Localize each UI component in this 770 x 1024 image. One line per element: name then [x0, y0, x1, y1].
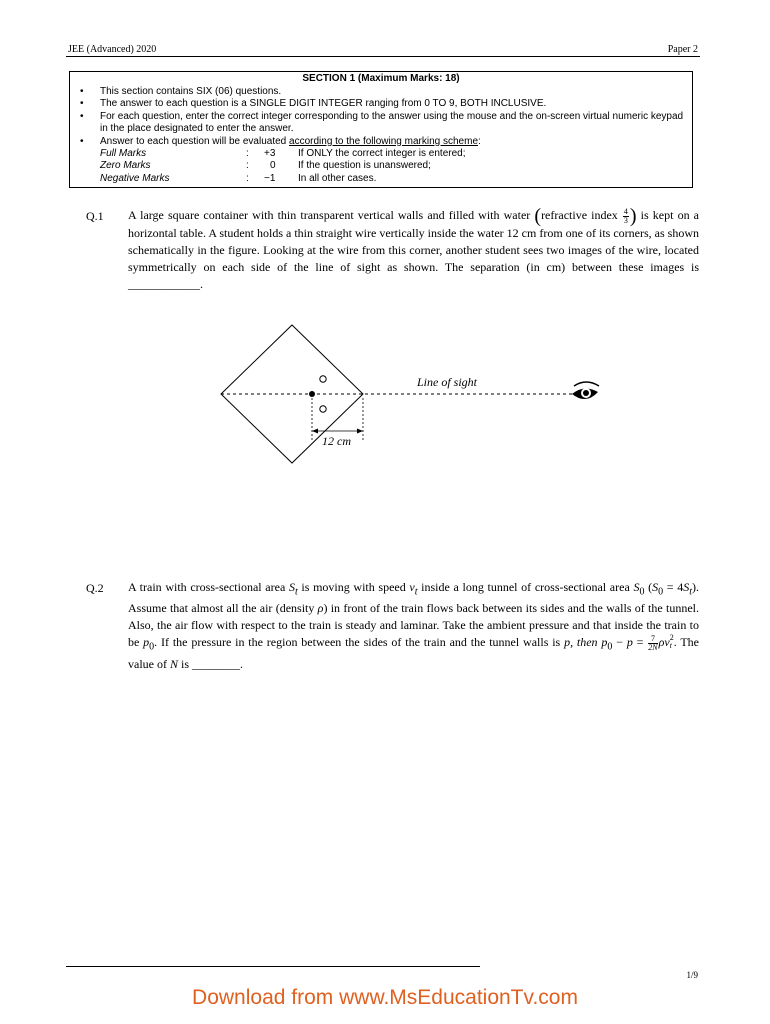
scheme-label: Negative Marks	[100, 172, 170, 184]
instruction-text: Answer to each question will be evaluated	[100, 135, 290, 147]
bullet-icon: •	[80, 110, 84, 122]
instruction-item	[70, 136, 692, 148]
fraction-denominator: 3	[623, 215, 628, 225]
instruction-text: This section contains SIX (06) questions.	[100, 86, 282, 97]
question-text: . The value of	[128, 635, 699, 671]
scheme-colon: :	[246, 160, 249, 172]
scheme-value: 0	[270, 160, 276, 172]
question-text: (	[644, 580, 653, 594]
scheme-description: If ONLY the correct integer is entered;	[298, 148, 466, 160]
question-text: A train with cross-sectional area	[128, 580, 289, 594]
question-text: , then	[570, 635, 602, 650]
distance-label: 12 cm	[322, 434, 351, 448]
math-symbol: S	[288, 580, 295, 594]
instruction-text: The answer to each question is a SINGLE DIGIT INTEGER ranging from 0 TO 9, BOTH INCLUSIVE.	[100, 98, 547, 110]
math-symbol: S	[652, 580, 659, 594]
math-subscript: 0	[607, 641, 613, 653]
scheme-description: If the question is unanswered;	[298, 160, 431, 172]
page-number: 1/9	[686, 970, 698, 980]
question-number: Q.1	[86, 209, 104, 223]
header-rule	[66, 56, 700, 57]
scheme-description: In all other cases.	[298, 172, 377, 184]
dimension-arrow-right	[357, 429, 363, 434]
marking-scheme-row	[70, 173, 692, 185]
math-symbol: S	[683, 580, 690, 594]
math-symbol: p	[564, 635, 571, 650]
instruction-item	[70, 111, 692, 136]
math-symbol: S	[633, 580, 640, 594]
scheme-value: +3	[264, 148, 276, 160]
math-symbol: v	[409, 580, 415, 594]
marking-scheme-row	[70, 160, 692, 172]
wire-dot	[309, 391, 315, 397]
math-subscript: t	[689, 586, 693, 598]
section-title: SECTION 1 (Maximum Marks: 18)	[302, 73, 460, 84]
scheme-value: −1	[264, 172, 276, 184]
question-text: is moving with speed	[297, 580, 410, 594]
container-diagram-svg	[210, 320, 610, 470]
math-symbol: p	[143, 635, 150, 650]
math-symbol: p	[601, 635, 608, 650]
math-symbol: N	[169, 656, 178, 671]
scheme-label: Zero Marks	[100, 160, 151, 172]
fraction-numerator: 4	[623, 206, 628, 216]
question-1-text	[128, 207, 699, 293]
question-text: ) in front of the train flows back between its sides and the walls of the tunnel. Also, the air flow with respect to the train is steady and laminar. Take the ambient pressure and that inside the train to be	[128, 601, 699, 650]
math-subscript: 0	[658, 586, 664, 598]
math-text: = 4	[663, 580, 684, 594]
instruction-text: For each question, enter the correct integer corresponding to the answer using the mouse and the on-screen virtual numeric keypad in the place designated to enter the answer.	[100, 110, 684, 135]
math-subscript: t	[669, 641, 672, 651]
bullet-icon: •	[80, 135, 84, 147]
dimension-arrow-left	[312, 429, 318, 434]
math-symbol: p	[626, 635, 633, 650]
instruction-underlined-text: according to the following marking scheme	[289, 135, 478, 147]
line-of-sight-label: Line of sight	[417, 375, 478, 389]
footer-rule	[66, 966, 480, 967]
formula-fraction	[648, 635, 657, 652]
marking-scheme-row	[70, 148, 692, 160]
header-exam-title: JEE (Advanced) 2020	[68, 44, 157, 55]
math-text: =	[632, 635, 648, 650]
left-paren: (	[534, 205, 542, 227]
figure-container-diagram	[210, 320, 610, 470]
math-text: −	[612, 635, 627, 650]
section-instructions-box	[69, 71, 693, 188]
bullet-icon: •	[80, 86, 84, 97]
question-text: is ________.	[178, 656, 244, 671]
header-paper-label: Paper 2	[667, 44, 698, 55]
math-symbol: ρ	[658, 635, 665, 650]
fraction-denominator: 2N	[648, 643, 658, 653]
fraction-numerator: 7	[648, 635, 657, 644]
question-text: is kept on a horizontal table. A student holds a thin straight wire vertically inside the water 12 cm from one of its corners, as shown schematically in the figure. Looking at the wire from this corner, another student sees two images of the wire, located symmetrically on each side of the line of sight as shown. The separation (in cm) between these images is ____________.	[128, 208, 699, 291]
question-text: ). Assume that almost all the air (density	[128, 580, 700, 616]
question-text: inside a long tunnel of cross-sectional area	[417, 580, 634, 594]
scheme-label: Full Marks	[100, 148, 147, 160]
question-2-text	[128, 579, 699, 673]
question-text: A large square container with thin transparent vertical walls and filled with water	[128, 208, 535, 222]
instruction-item	[70, 98, 692, 110]
math-subscript: t	[414, 586, 418, 598]
math-subscript: t	[294, 586, 298, 598]
math-symbol: ρ	[317, 601, 324, 616]
scheme-colon: :	[246, 172, 249, 184]
question-text: refractive index	[541, 208, 622, 222]
wire-image-upper	[320, 376, 326, 382]
bullet-icon: •	[80, 98, 84, 110]
math-superscript: 2	[669, 633, 674, 643]
question-text: . If the pressure in the region between the sides of the train and the tunnel walls is	[154, 635, 565, 650]
eye-icon	[572, 382, 599, 399]
scheme-colon: :	[246, 148, 249, 160]
instruction-list	[70, 86, 692, 185]
download-link[interactable]: Download from www.MsEducationTv.com	[192, 986, 578, 1009]
question-number: Q.2	[86, 581, 104, 595]
right-paren: )	[629, 205, 637, 227]
wire-image-lower	[320, 406, 326, 412]
math-symbol: v	[664, 635, 670, 650]
instruction-text: :	[478, 135, 481, 147]
instruction-item	[70, 86, 692, 98]
math-subscript: 0	[639, 586, 645, 598]
refractive-index-fraction	[623, 208, 629, 225]
math-subscript: 0	[149, 641, 155, 653]
